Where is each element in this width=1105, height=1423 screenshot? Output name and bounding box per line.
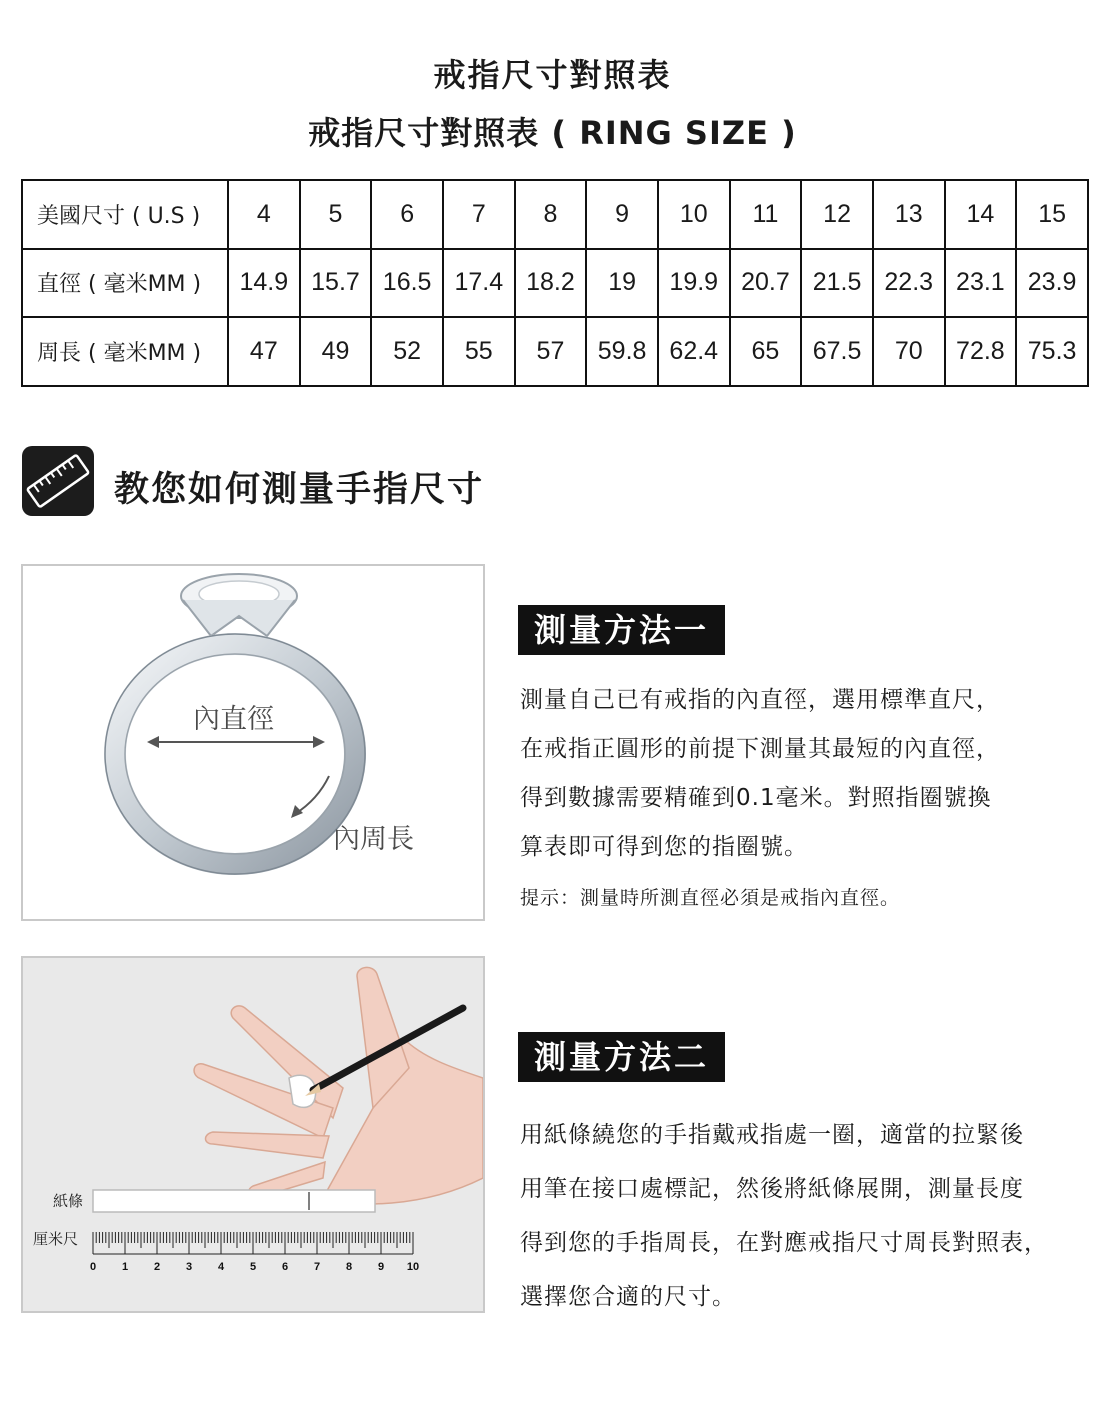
table-cell: 59.8 <box>586 317 658 386</box>
table-cell: 62.4 <box>658 317 730 386</box>
ruler-number: 0 <box>89 1261 97 1273</box>
table-cell: 55 <box>443 317 515 386</box>
table-cell: 5 <box>300 180 372 249</box>
table-cell: 20.7 <box>730 249 802 318</box>
ruler-number: 9 <box>377 1261 385 1273</box>
table-cell: 21.5 <box>801 249 873 318</box>
table-cell: 75.3 <box>1016 317 1088 386</box>
method2-tag: 測量方法二 <box>518 1032 725 1082</box>
table-cell: 12 <box>801 180 873 249</box>
table-cell: 65 <box>730 317 802 386</box>
method1-tag: 測量方法一 <box>518 605 725 655</box>
ring-illustration <box>21 564 485 921</box>
table-cell: 9 <box>586 180 658 249</box>
method1-line: 算表即可得到您的指圈號。 <box>520 834 808 860</box>
table-cell: 19.9 <box>658 249 730 318</box>
inner-diameter-label: 內直徑 <box>193 704 274 735</box>
ring-size-table <box>21 179 1089 387</box>
method2-line: 用紙條繞您的手指戴戒指處一圈，適當的拉緊後 <box>520 1122 1024 1148</box>
table-row <box>22 249 1088 318</box>
table-cell: 11 <box>730 180 802 249</box>
ruler-number: 1 <box>121 1261 129 1273</box>
ruler-number: 6 <box>281 1261 289 1273</box>
ruler-number: 10 <box>406 1261 420 1273</box>
chart-subtitle: 戒指尺寸對照表 ( RING SIZE ) <box>308 114 797 152</box>
table-cell: 47 <box>228 317 300 386</box>
table-row <box>22 180 1088 249</box>
table-cell: 13 <box>873 180 945 249</box>
table-cell: 23.1 <box>945 249 1017 318</box>
table-cell: 8 <box>515 180 587 249</box>
method2-line: 用筆在接口處標記，然後將紙條展開，測量長度 <box>520 1176 1024 1202</box>
row-header: 周長 ( 毫米MM ) <box>22 317 228 386</box>
method2-line: 選擇您合適的尺寸。 <box>520 1284 736 1310</box>
table-cell: 4 <box>228 180 300 249</box>
table-cell: 14 <box>945 180 1017 249</box>
method1-tip: 提示：測量時所測直徑必須是戒指內直徑。 <box>520 887 901 909</box>
table-cell: 19 <box>586 249 658 318</box>
ruler-number: 5 <box>249 1261 257 1273</box>
table-cell: 17.4 <box>443 249 515 318</box>
ruler-number: 3 <box>185 1261 193 1273</box>
chart-title: 戒指尺寸對照表 <box>433 56 672 94</box>
row-header: 美國尺寸 ( U.S ) <box>22 180 228 249</box>
row-header: 直徑 ( 毫米MM ) <box>22 249 228 318</box>
table-cell: 7 <box>443 180 515 249</box>
ruler-icon <box>22 446 94 516</box>
table-cell: 70 <box>873 317 945 386</box>
ruler-number: 2 <box>153 1261 161 1273</box>
table-cell: 15 <box>1016 180 1088 249</box>
ruler-number: 4 <box>217 1261 225 1273</box>
ruler-number: 7 <box>313 1261 321 1273</box>
inner-circumference-label: 內周長 <box>333 824 414 855</box>
hand-illustration <box>21 956 485 1313</box>
table-cell: 49 <box>300 317 372 386</box>
method2-description <box>520 1108 1080 1324</box>
table-cell: 57 <box>515 317 587 386</box>
table-cell: 18.2 <box>515 249 587 318</box>
table-cell: 22.3 <box>873 249 945 318</box>
method1-line: 得到數據需要精確到0.1毫米。對照指圈號換 <box>520 785 992 811</box>
table-cell: 23.9 <box>1016 249 1088 318</box>
table-cell: 6 <box>371 180 443 249</box>
table-cell: 67.5 <box>801 317 873 386</box>
ruler-label: 厘米尺 <box>33 1230 79 1248</box>
method2-line: 得到您的手指周長，在對應戒指尺寸周長對照表， <box>520 1230 1048 1256</box>
table-row <box>22 317 1088 386</box>
paper-strip-label: 紙條 <box>53 1192 84 1210</box>
table-cell: 72.8 <box>945 317 1017 386</box>
method1-line: 測量自己已有戒指的內直徑，選用標準直尺， <box>520 687 1000 713</box>
table-cell: 10 <box>658 180 730 249</box>
table-cell: 52 <box>371 317 443 386</box>
ruler-number: 8 <box>345 1261 353 1273</box>
method1-line: 在戒指正圓形的前提下測量其最短的內直徑， <box>520 736 1000 762</box>
table-cell: 15.7 <box>300 249 372 318</box>
method1-description <box>520 676 1080 872</box>
table-cell: 16.5 <box>371 249 443 318</box>
table-cell: 14.9 <box>228 249 300 318</box>
section-heading: 教您如何測量手指尺寸 <box>114 470 485 510</box>
